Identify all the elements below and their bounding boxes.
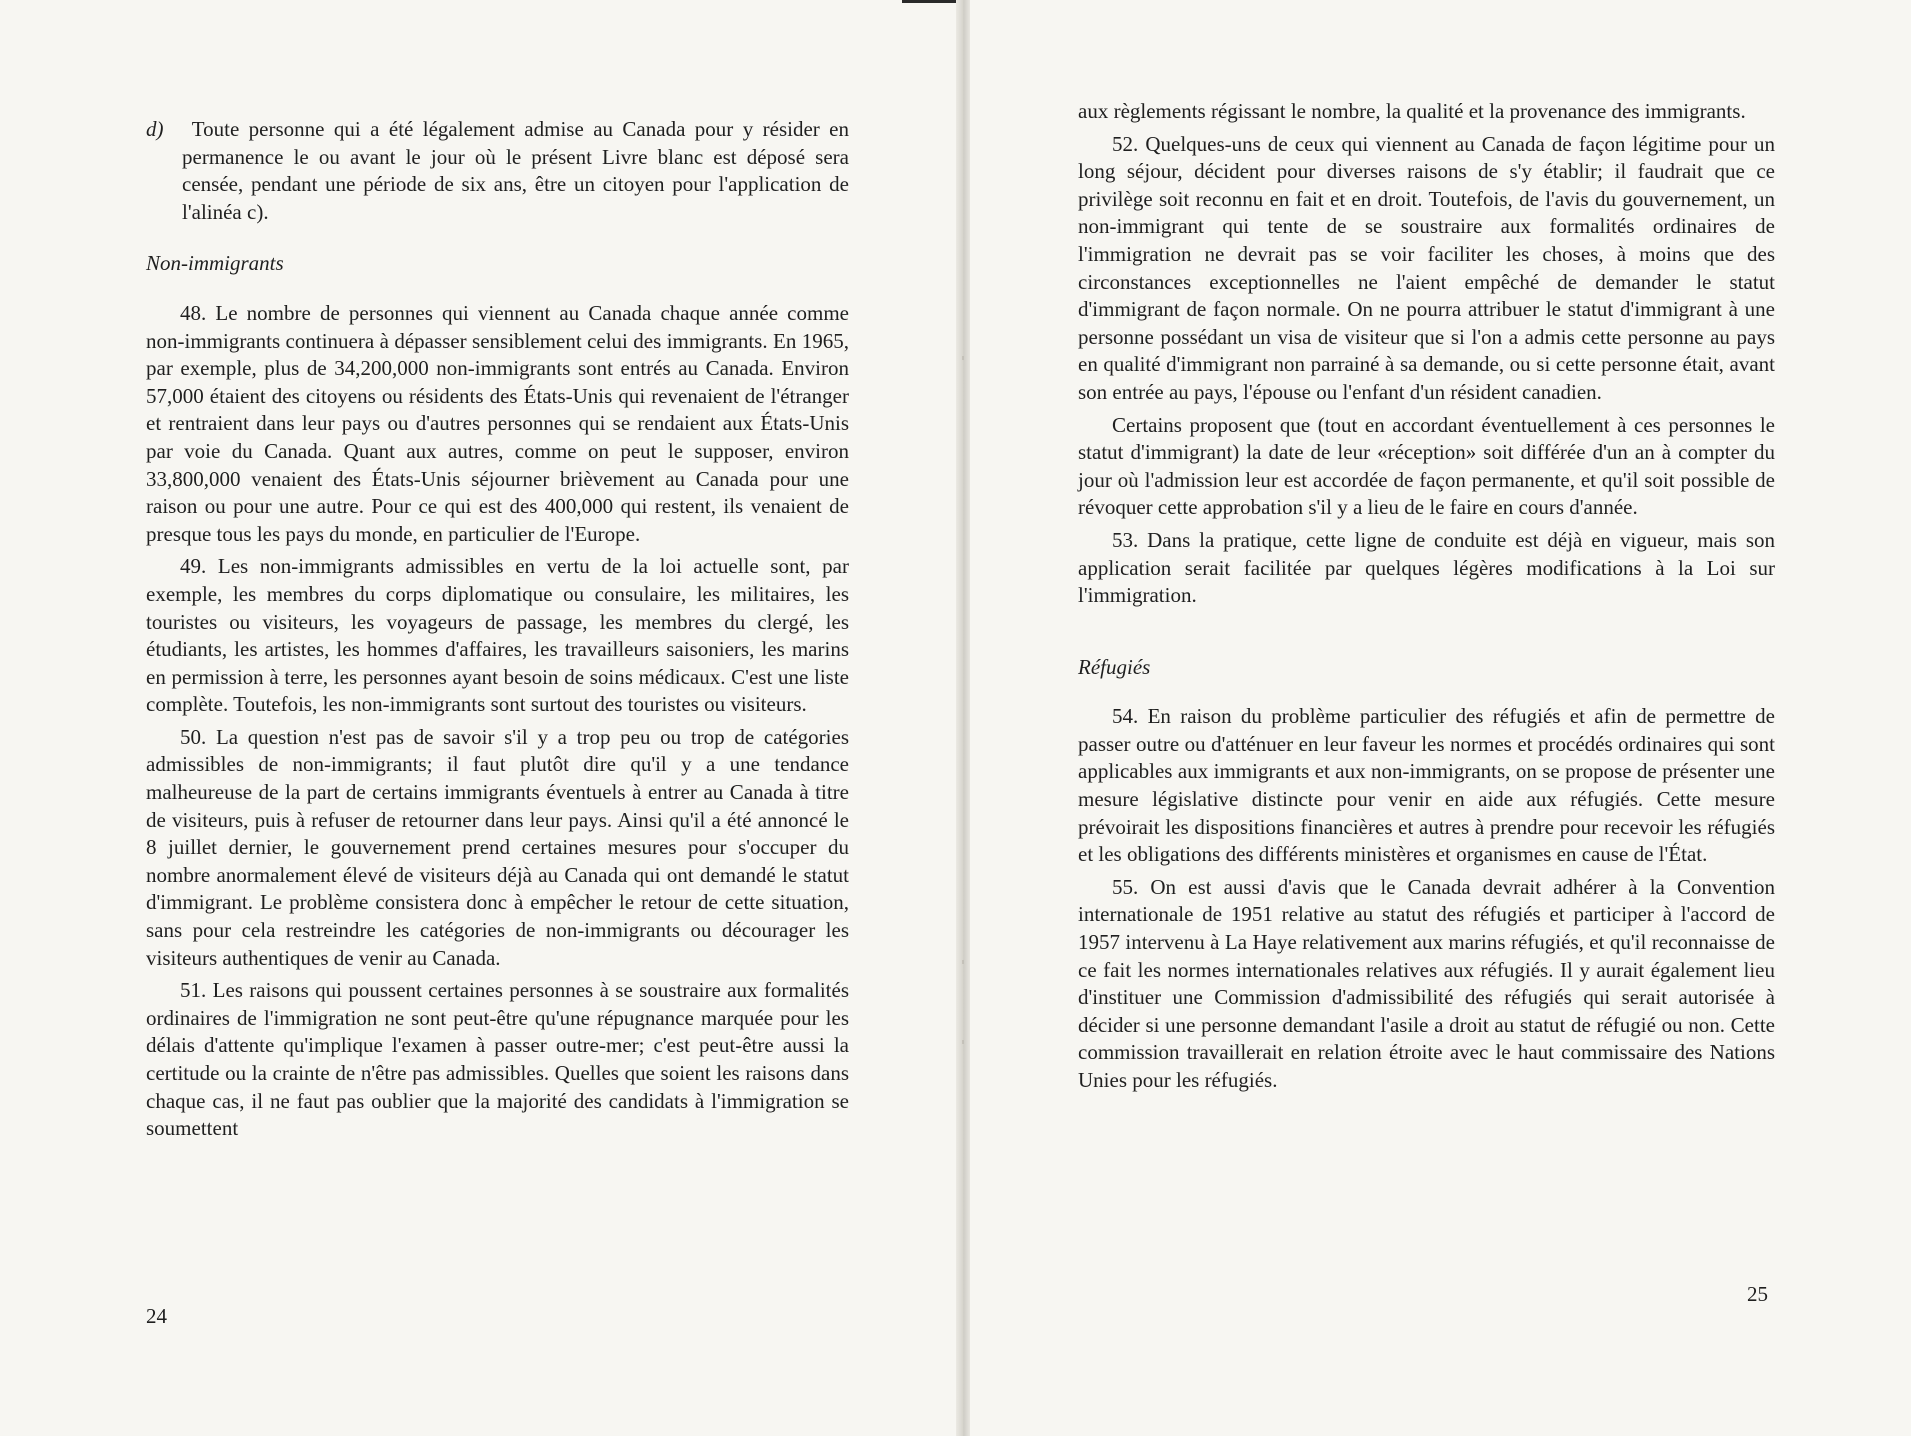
item-marker: d) xyxy=(146,117,164,141)
paragraph-proposal: Certains proposent que (tout en accordant éventuellement à ces personnes le statut d'immigrant) la date de leur «réception» soit différée d'un an à compter du jour où l'admission leur est accordée de façon permanente, et qu'il soit possible de révoquer cette approbation s'il y a lieu de le faire en cours d'année. xyxy=(1078,412,1775,520)
paper-speck xyxy=(962,1040,964,1044)
paragraph-55: 55. On est aussi d'avis que le Canada devrait adhérer à la Convention internationale de 1951 relative au statut des réfugiés et participer à l'accord de 1957 intervenu à La Haye relativement aux marins réfugiés, et qu'il reconnaisse de ce fait les normes internationales relatives aux réfugiés. Il y aurait également lieu d'instituer une Commission d'admissibilité des réfugiés qui serait autorisée à décider si une personne demandant l'asile a droit au statut de réfugié ou non. Cette commission travaillerait en relation étroite avec le haut commissaire des Nations Unies pour les réfugiés. xyxy=(1078,874,1775,1092)
section-heading-refugies: Réfugiés xyxy=(1078,654,1151,679)
right-page xyxy=(970,0,1911,1436)
paragraph-continuation: aux règlements régissant le nombre, la qualité et la provenance des immigrants. xyxy=(1078,99,1746,123)
left-text-column xyxy=(146,116,849,1148)
section-heading-non-immigrants: Non-immigrants xyxy=(146,251,284,276)
paragraph-52: 52. Quelques-uns de ceux qui viennent au Canada de façon légitime pour un long séjour, décident pour diverses raisons de s'y établir; il faudrait que ce privilège soit reconnu en fait et en droit. Toutefois, de l'avis du gouvernement, un non-immigrant qui tente de se soustraire aux formalités ordinaires de l'immigration ne devrait pas se voir faciliter les choses, à moins que des circonstances exceptionnelles ne l'aient empêché de demander le statut d'immigrant de façon normale. On ne pourra attribuer le statut d'immigrant à une personne possédant un visa de visiteur que si l'on a admis cette personne au pays en qualité d'immigrant non parrainé à sa demande, ou si cette personne était, avant son entrée au pays, l'épouse ou l'enfant d'un résident canadien. xyxy=(1078,131,1775,404)
item-text: Toute personne qui a été légalement admise au Canada pour y résider en permanence le ou avant le jour où le présent Livre blanc est déposé sera censée, pendant une période de six ans, être un citoyen pour l'application de l'alinéa c). xyxy=(182,117,849,224)
paper-speck xyxy=(962,356,964,360)
page-number-right: 25 xyxy=(1747,1282,1768,1306)
paragraph-53: 53. Dans la pratique, cette ligne de conduite est déjà en vigueur, mais son application serait facilitée par quelques légères modifications à la Loi sur l'immigration. xyxy=(1078,527,1775,608)
right-text-column xyxy=(1078,98,1775,1100)
paragraph-50: 50. La question n'est pas de savoir s'il y a trop peu ou trop de catégories admissibles de non-immigrants; il faut plutôt dire qu'il y a une tendance malheureuse de la part de certains immigrants éventuels à entrer au Canada à titre de visiteurs, puis à refuser de retourner dans leur pays. Ainsi qu'il a été annoncé le 8 juillet dernier, le gouvernement prend certaines mesures pour s'occuper du nombre anormalement élevé de visiteurs déjà au Canada qui ont demandé le statut d'immigrant. Le problème consistera donc à empêcher le retour de cette situation, sans pour cela restreindre les catégories de non-immigrants ou décourager les visiteurs authentiques de venir au Canada. xyxy=(146,724,849,970)
paragraph-54: 54. En raison du problème particulier des réfugiés et afin de permettre de passer outre ou d'atténuer en leur faveur les normes et procédés ordinaires qui sont applicables aux immigrants et aux non-immigrants, on se propose de présenter une mesure législative distincte pour venir en aide aux réfugiés. Cette mesure prévoirait les dispositions financières et autres à prendre pour recevoir les réfugiés et les obligations des différents ministères et organismes en cause de l'État. xyxy=(1078,704,1775,867)
list-item-d xyxy=(146,116,849,226)
page-gutter xyxy=(956,0,970,1436)
page-number-left: 24 xyxy=(146,1304,167,1328)
paragraph-49: 49. Les non-immigrants admissibles en vertu de la loi actuelle sont, par exemple, les membres du corps diplomatique ou consulaire, les militaires, les touristes ou visiteurs, les voyageurs de passage, les membres du clergé, les étudiants, les artistes, les hommes d'affaires, les travailleurs saisoniers, les marins en permission à terre, les personnes ayant besoin de soins médicaux. C'est une liste complète. Toutefois, les non-immigrants sont surtout des touristes ou visiteurs. xyxy=(146,554,849,717)
paragraph-48: 48. Le nombre de personnes qui viennent au Canada chaque année comme non-immigrants continuera à dépasser sensiblement celui des immigrants. En 1965, par exemple, plus de 34,200,000 non-immigrants sont entrés au Canada. Environ 57,000 étaient des citoyens ou résidents des États-Unis qui revenaient de l'étranger et rentraient dans leur pays ou d'autres personnes qui se rendaient aux États-Unis par voie du Canada. Quant aux autres, comme on peut le supposer, environ 33,800,000 venaient des États-Unis séjourner brièvement au Canada pour une raison ou pour une autre. Pour ce qui est des 400,000 qui restent, ils venaient de presque tous les pays du monde, en particulier de l'Europe. xyxy=(146,300,849,546)
paper-speck xyxy=(962,960,964,964)
paragraph-51: 51. Les raisons qui poussent certaines personnes à se soustraire aux formalités ordinaires de l'immigration ne sont peut-être qu'une répugnance marquée pour les délais d'attente qu'implique l'examen à passer outre-mer; c'est peut-être aussi la certitude ou la crainte de n'être pas admissibles. Quelles que soient les raisons dans chaque cas, il ne faut pas oublier que la majorité des candidats à l'immigration se soumettent xyxy=(146,978,849,1141)
